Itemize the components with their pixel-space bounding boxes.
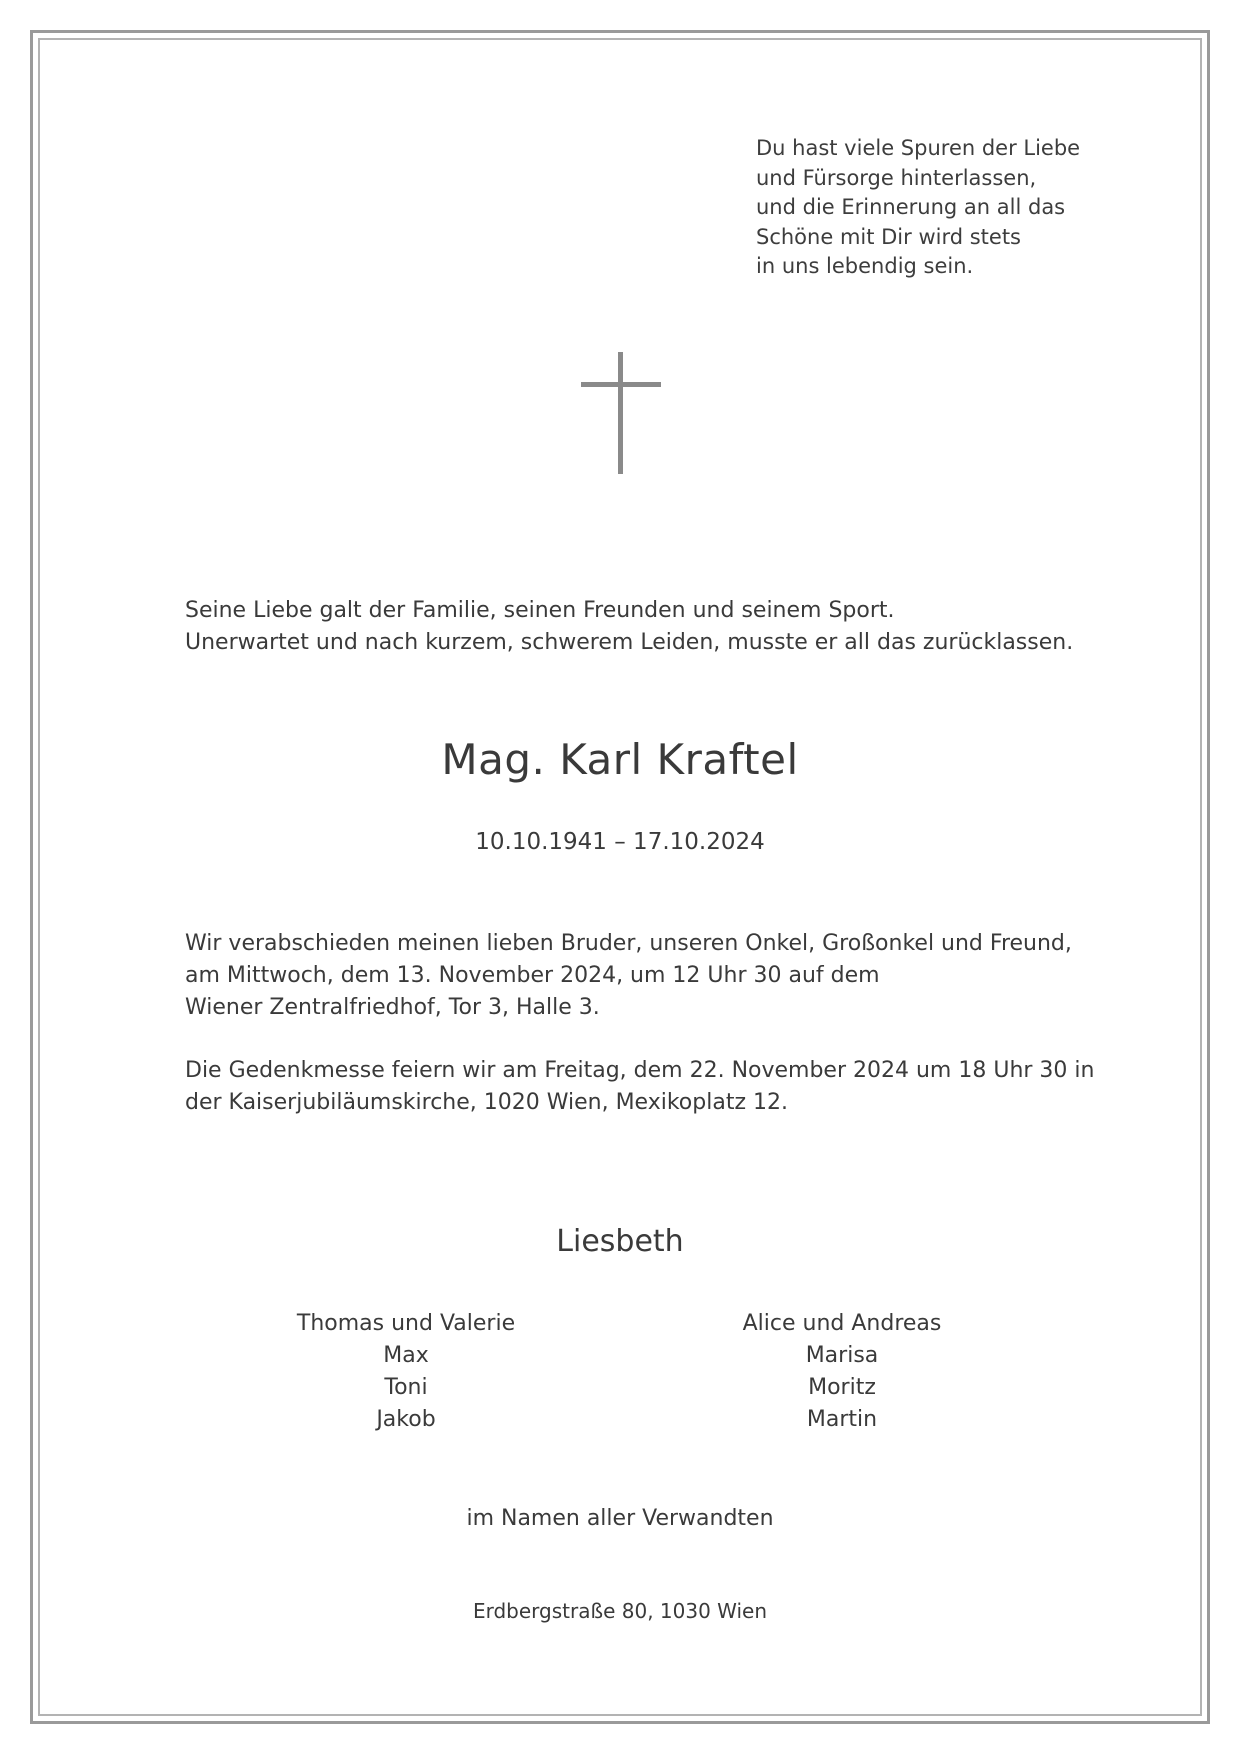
life-dates: 10.10.1941 – 17.10.2024 xyxy=(475,829,765,855)
poem-line: und die Erinnerung an all das xyxy=(756,195,1066,219)
memorial-poem xyxy=(756,134,1080,282)
mourner-group-right xyxy=(692,1308,992,1436)
mourner-name: Martin xyxy=(806,1407,878,1432)
cross-icon xyxy=(581,352,661,474)
intro-line: Seine Liebe galt der Familie, seinen Freunden und seinem Sport. xyxy=(185,598,895,623)
mourner-name: Toni xyxy=(384,1375,428,1400)
mourner-address: Erdbergstraße 80, 1030 Wien xyxy=(472,1599,768,1623)
mass-line: der Kaiserjubiläumskirche, 1020 Wien, Mexikoplatz 12. xyxy=(185,1090,788,1115)
mourner-name: Moritz xyxy=(808,1375,876,1400)
deceased-name: Mag. Karl Kraftel xyxy=(441,735,799,784)
mass-line: Die Gedenkmesse feiern wir am Freitag, dem 22. November 2024 um 18 Uhr 30 in xyxy=(185,1058,1095,1083)
funeral-details xyxy=(185,928,1072,1024)
poem-line: Du hast viele Spuren der Liebe xyxy=(756,136,1081,160)
mourner-name: Marisa xyxy=(805,1343,879,1368)
mourner-name: Jakob xyxy=(376,1407,436,1432)
funeral-line: am Mittwoch, dem 13. November 2024, um 12 Uhr 30 auf dem xyxy=(185,963,880,988)
poem-line: in uns lebendig sein. xyxy=(756,254,974,278)
mourner-name: Alice und Andreas xyxy=(742,1311,942,1336)
primary-mourner: Liesbeth xyxy=(556,1224,684,1259)
mourner-group-left xyxy=(256,1308,556,1436)
relatives-closing: im Namen aller Verwandten xyxy=(466,1506,774,1531)
mourner-name: Max xyxy=(383,1343,429,1368)
memorial-mass-details xyxy=(185,1055,1094,1119)
poem-line: Schöne mit Dir wird stets xyxy=(756,224,1022,249)
mourner-name: Thomas und Valerie xyxy=(296,1311,516,1336)
poem-line: und Fürsorge hinterlassen, xyxy=(756,165,1037,190)
inner-border xyxy=(38,38,1202,1716)
funeral-line: Wiener Zentralfriedhof, Tor 3, Halle 3. xyxy=(185,995,600,1020)
funeral-line: Wir verabschieden meinen lieben Bruder, unseren Onkel, Großonkel und Freund, xyxy=(185,931,1072,956)
intro-line: Unerwartet und nach kurzem, schwerem Leiden, musste er all das zurücklassen. xyxy=(185,630,1074,655)
intro-text xyxy=(185,595,1073,659)
